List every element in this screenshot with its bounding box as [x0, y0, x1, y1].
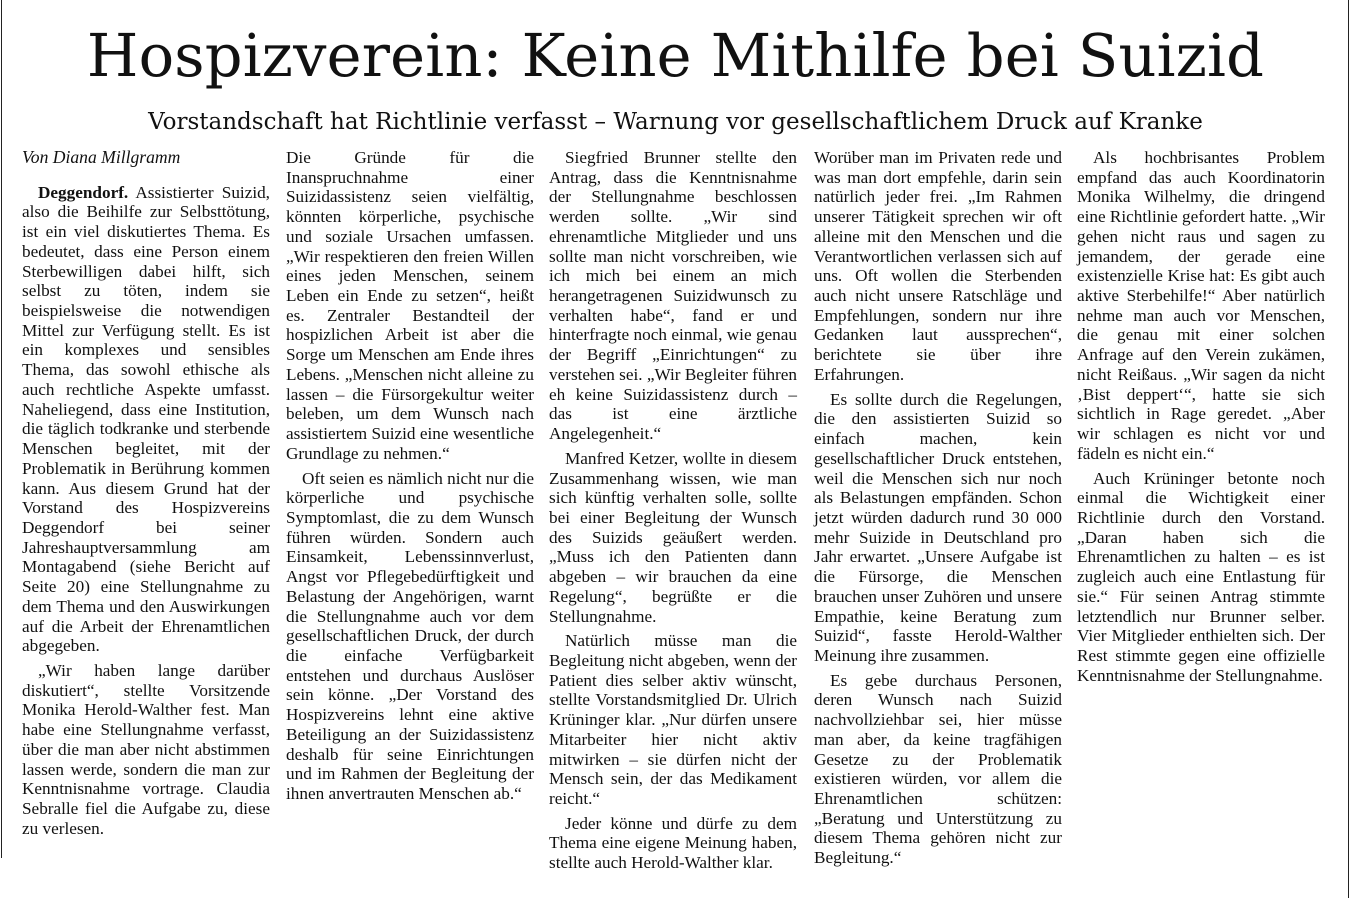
paragraph: Natürlich müsse man die Begleitung nicht abgeben, wenn der Patient dies selber aktiv wünscht, stellte Vorstandsmitglied Dr. Ulrich Krüninger klar. „Nur dürfen unsere Mitarbeiter hier nicht aktiv mitwirken – sie dürfen nicht der Mensch sein, der das Medikament reicht.“ — [549, 631, 797, 808]
paragraph: Worüber man im Privaten rede und was man dort empfehle, darin sein natürlich jeder frei. „Im Rahmen unserer Tätigkeit sprechen wir oft alleine mit den Menschen und die Verantwortlichen verlassen sich auf uns. Oft wollen die Sterbenden auch nicht unsere Ratschläge und Empfehlungen, sondern nur ihre Gedanken laut aussprechen“, berichtete sie über ihre Erfahrungen. — [814, 148, 1062, 384]
byline: Von Diana Millgramm — [22, 147, 181, 167]
article-column-4 — [814, 148, 1062, 873]
paragraph-text: Assistierter Suizid, also die Beihilfe zur Selbsttötung, ist ein viel diskutiertes Thema. Es bedeutet, dass eine Person einem Sterbewilligen dabei hilft, sich selbst zu töten, indem sie beispielsweise die notwendigen Mittel zur Verfügung stellt. Es ist ein komplexes und sensibles Thema, das sowohl ethische als auch rechtliche Aspekte umfasst. Naheliegend, dass eine Institution, die täglich todkranke und sterbende Menschen begleitet, mit der Problematik in Berührung kommen kann. Aus diesem Grund hat der Vorstand des Hospizvereins Deggendorf bei seiner Jahreshauptversammlung am Montagabend (siehe Bericht auf Seite 20) eine Stellungnahme zu dem Thema und den Auswirkungen auf die Arbeit der Ehrenamtlichen abgegeben. — [22, 182, 270, 656]
headline: Hospizverein: Keine Mithilfe bei Suizid — [86, 21, 1265, 90]
paragraph: Als hochbrisantes Problem empfand das auch Koordinatorin Monika Wilhelmy, die dringend eine Richtlinie gefordert hatte. „Wir gehen nicht raus und sagen zu jemandem, der gerade eine existenzielle Krise hat: Es gibt auch aktive Sterbehilfe!“ Aber natürlich nehme man auch vor Menschen, die genau mit einer solchen Anfrage auf den Verein zukämen, nicht Reißaus. „Wir sagen da nicht ‚Bist deppert‘“, hatte sie sich sichtlich in Rage geredet. „Aber wir schlagen es nicht vor und fädeln es nicht ein.“ — [1077, 148, 1325, 463]
paragraph: Es sollte durch die Regelungen, die den assistierten Suizid so einfach machen, kein gesellschaftlicher Druck entstehen, weil die Menschen sich nur noch als Belastungen empfänden. Schon jetzt würden dadurch rund 30 000 mehr Suizide in Deutschland pro Jahr erwartet. „Unsere Aufgabe ist die Fürsorge, die Menschen brauchen unser Zuhören und unsere Empathie, keine Beratung zum Suizid“, fasste Herold-Walther Meinung ihre zusammen. — [814, 389, 1062, 665]
paragraph: Die Gründe für die Inanspruchnahme einer Suizidassistenz seien vielfältig, könnten körperliche, psychische und soziale Ursachen umfassen. „Wir respektieren den freien Willen eines jeden Menschen, seinem Leben ein Ende zu setzen“, heißt es. Zentraler Bestandteil der hospizlichen Arbeit ist aber die Sorge um Menschen am Ende ihres Lebens. „Menschen nicht alleine zu lassen – die Fürsorgekultur weiter beleben, um dem Wunsch nach assistiertem Suizid eine wesentliche Grundlage zu nehmen.“ — [286, 148, 534, 463]
article-column-3 — [549, 148, 797, 878]
article-column-1 — [22, 148, 270, 843]
dateline: Deggendorf. — [38, 182, 129, 202]
paragraph: „Wir haben lange darüber diskutiert“, stellte Vorsitzende Monika Herold-Walther fest. Man habe eine Stellungnahme verfasst, über die man aber nicht abstimmen lassen werde, sondern die man zur Kenntnisnahme vortrage. Claudia Sebralle fiel die Aufgabe zu, diese zu verlesen. — [22, 660, 270, 838]
paragraph: Jeder könne und dürfe zu dem Thema eine eigene Meinung haben, stellte auch Herold-Walther klar. — [549, 813, 797, 873]
article-column-2 — [286, 148, 534, 809]
article-column-5 — [1077, 148, 1325, 690]
paragraph: Es gebe durchaus Personen, deren Wunsch nach Suizid nachvollziehbar sei, hier müsse man aber, da keine tragfähigen Gesetze zu der Problematik existieren würden, vor allem die Ehrenamtlichen schützen: „Beratung und Unterstützung zu diesem Thema gehören nicht zur Begleitung.“ — [814, 670, 1062, 868]
paragraph: Manfred Ketzer, wollte in diesem Zusammenhang wissen, wie man sich künftig verhalten solle, sollte bei einer Begleitung der Wunsch des Suizids geäußert werden. „Muss ich den Patienten dann abgeben – wir brauchen da eine Regelung“, begrüßte er die Stellungnahme. — [549, 448, 797, 626]
subheadline: Vorstandschaft hat Richtlinie verfasst – Warnung vor gesellschaftlichem Druck auf Kranke — [148, 109, 1203, 135]
paragraph — [22, 183, 270, 656]
paragraph: Oft seien es nämlich nicht nur die körperliche und psychische Symptomlast, die zu dem Wunsch führen würden. Sondern auch Einsamkeit, Lebenssinnverlust, Angst vor Pflegebedürftigkeit und Belastung der Angehörigen, warnt die Stellungnahme auch vor dem gesellschaftlichen Druck, der durch die einfache Verfügbarkeit entstehen und durchaus Auslöser sein könne. „Der Vorstand des Hospizvereins lehnt eine aktive Beteiligung an der Suizidassistenz deshalb für seine Einrichtungen und im Rahmen der Begleitung der ihnen anvertrauten Menschen ab.“ — [286, 468, 534, 803]
paragraph: Auch Krüninger betonte noch einmal die Wichtigkeit einer Richtlinie durch den Vorstand. „Daran haben sich die Ehrenamtlichen zu halten – es ist zugleich auch eine Entlastung für sie.“ Für seinen Antrag stimmte letztendlich nur Brunner selber. Vier Mitglieder enthielten sich. Der Rest stimmte gegen eine offizielle Kenntnisnahme der Stellungnahme. — [1077, 468, 1325, 685]
paragraph: Siegfried Brunner stellte den Antrag, dass die Kenntnisnahme der Stellungnahme beschlossen werden sollte. „Wir sind ehrenamtliche Mitglieder und uns sollte man nicht vorschreiben, wie ich mich bei einem an mich herangetragenen Suizidwunsch zu verhalten habe“, fand er und hinterfragte noch einmal, wie genau der Begriff „Einrichtungen“ zu verstehen sei. „Wir Begleiter führen eh keine Suizidassistenz durch – das ist eine ärztliche Angelegenheit.“ — [549, 148, 797, 444]
